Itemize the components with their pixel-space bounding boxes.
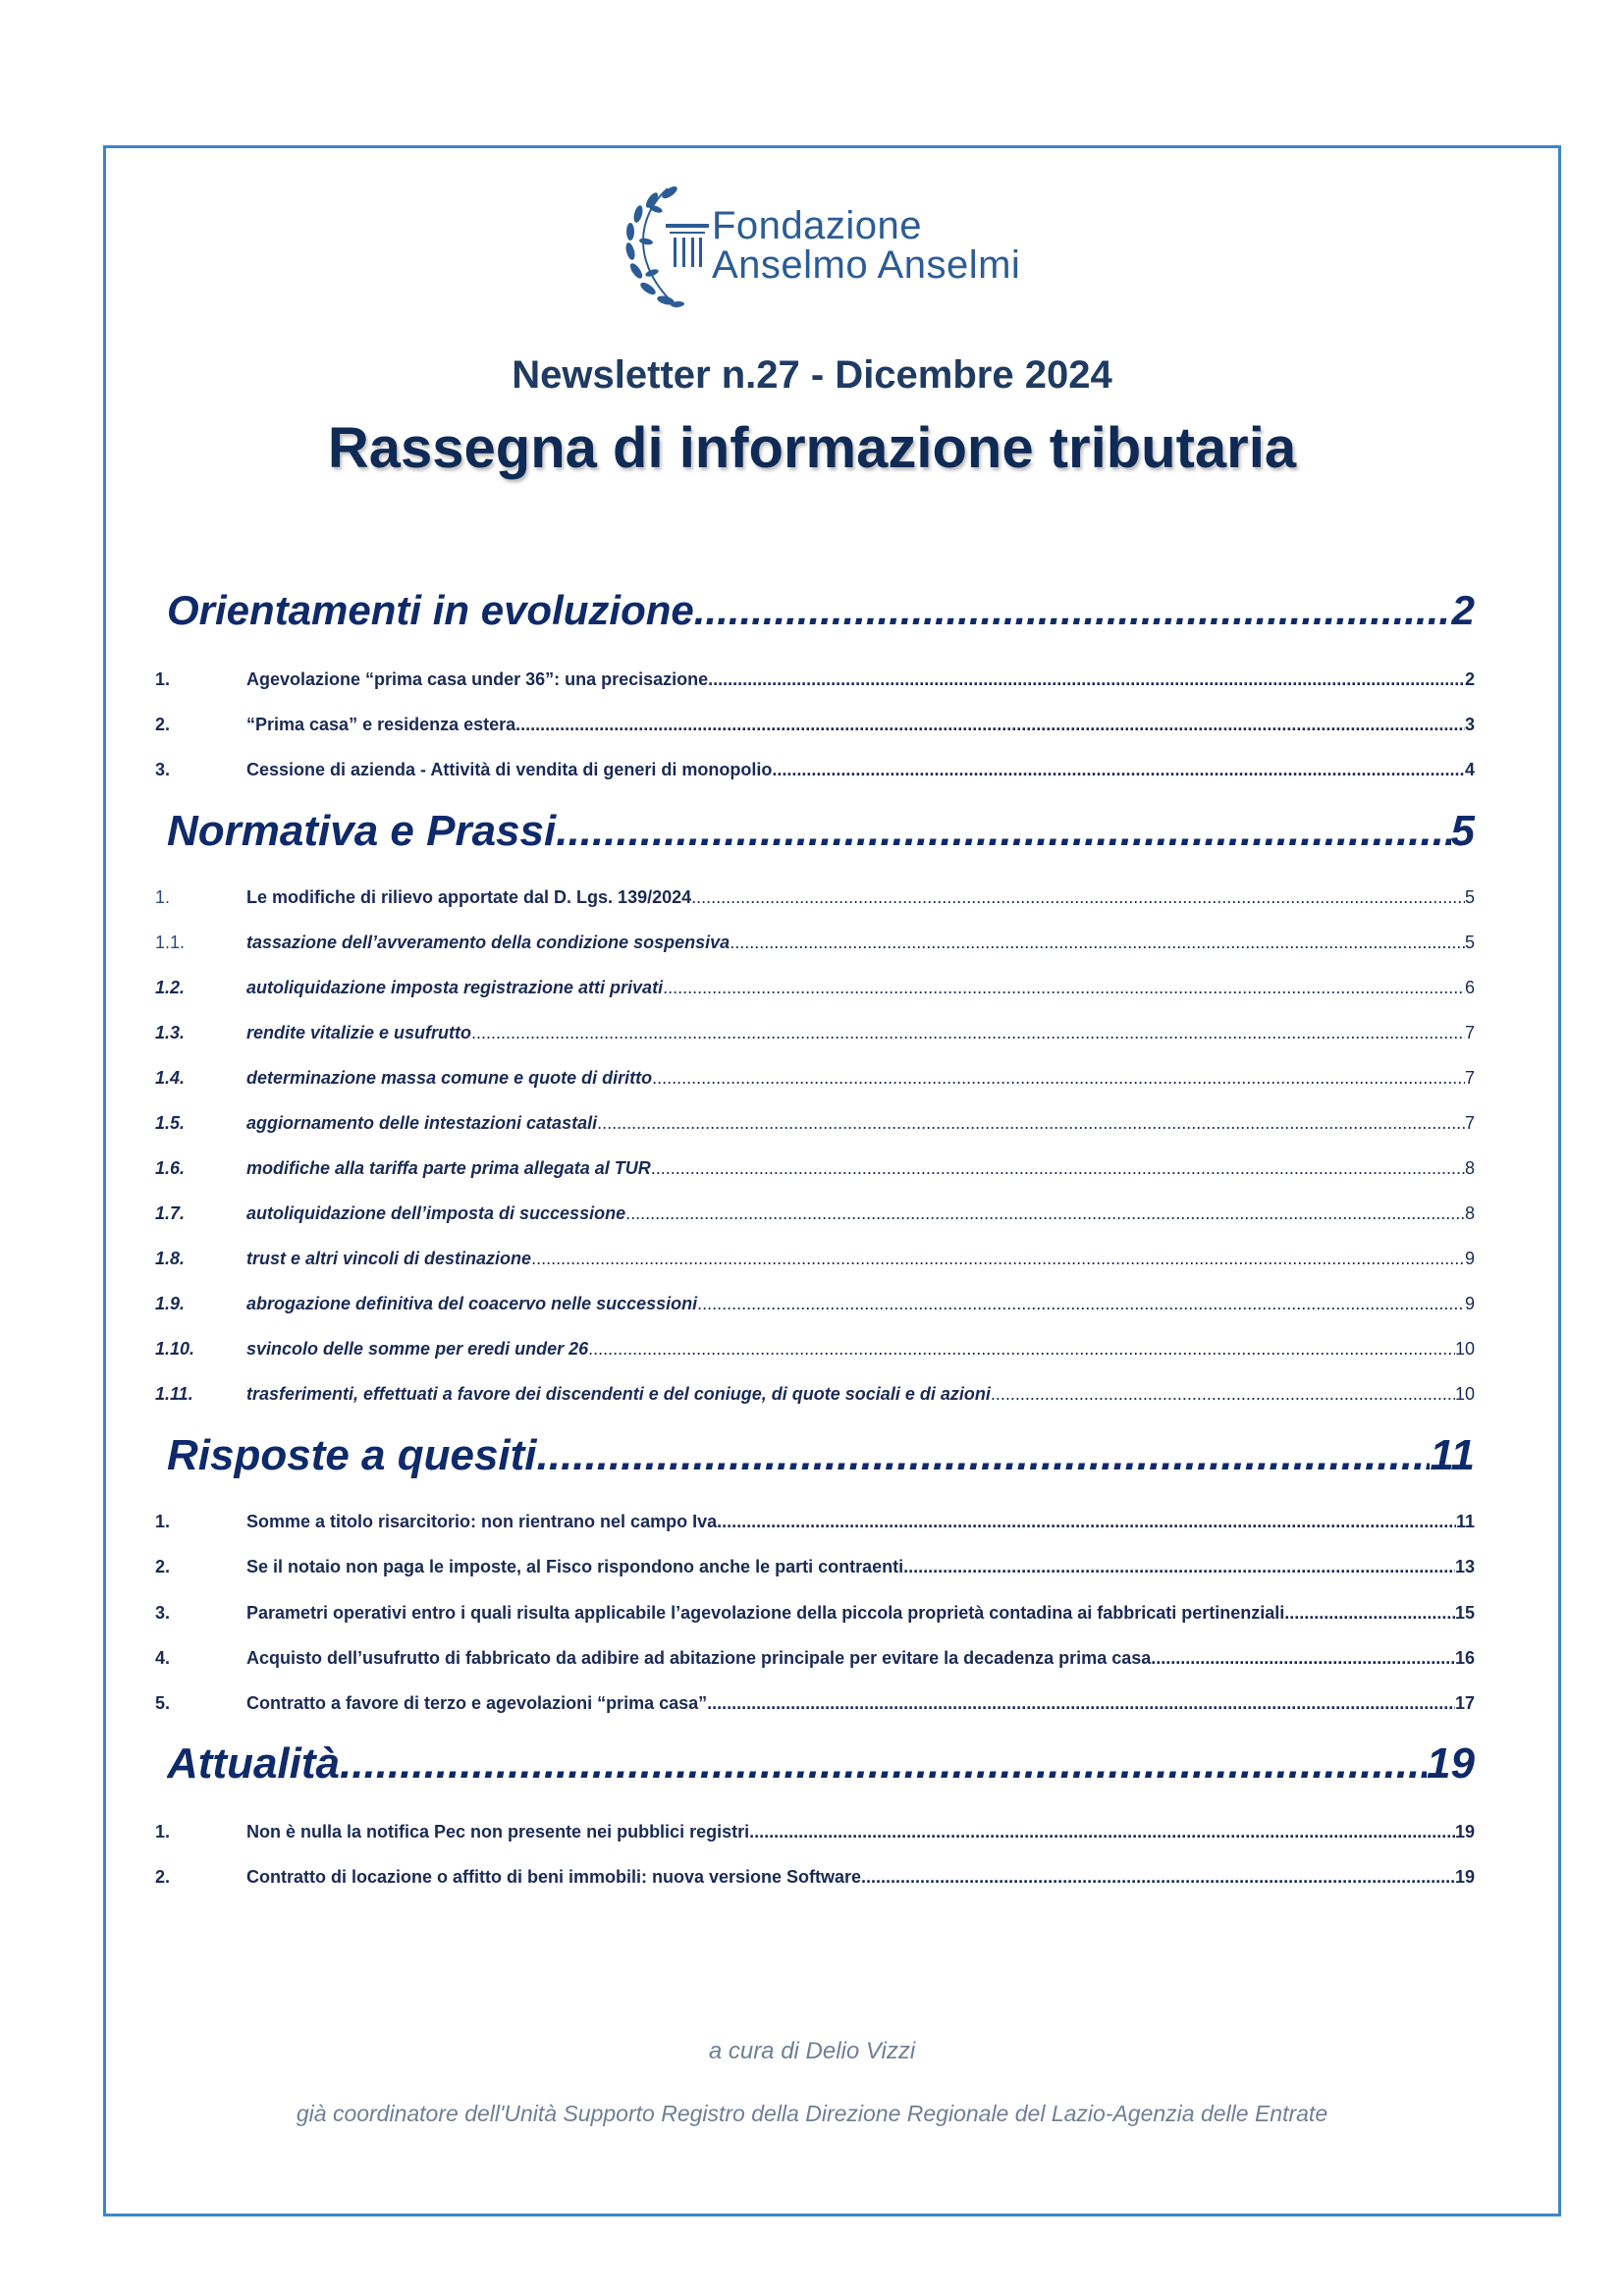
toc-entry-title: trust e altri vincoli di destinazione <box>246 1249 532 1268</box>
toc-entry-number: 1. <box>155 1822 171 1842</box>
toc-entry-number: 1.3. <box>155 1023 186 1042</box>
toc-entry[interactable] <box>155 978 1475 998</box>
toc-leader <box>471 1023 1465 1043</box>
toc-entry-number: 1.8. <box>155 1249 186 1268</box>
foundation-name <box>712 206 1020 285</box>
toc-entry[interactable] <box>155 887 1475 908</box>
toc-leader <box>625 1203 1465 1224</box>
toc-entry[interactable] <box>155 1557 1475 1577</box>
toc-entry-title: Parametri operativi entro i quali risulta applicabile l’agevolazione della piccola proprietà contadina ai fabbricati pertinenziali <box>246 1603 1285 1623</box>
toc-entry-number: 3. <box>155 1603 171 1623</box>
newsletter-issue: Newsletter n.27 - Dicembre 2024 <box>512 353 1112 397</box>
toc-entry-page: 8 <box>1464 1203 1475 1223</box>
toc-entry[interactable] <box>155 1023 1475 1043</box>
toc-entry[interactable] <box>155 1822 1475 1842</box>
toc-entry[interactable] <box>155 1384 1475 1405</box>
toc-entry[interactable] <box>155 1867 1475 1888</box>
toc-entry-page: 16 <box>1454 1648 1475 1668</box>
toc-entry-title: modifiche alla tariffa parte prima allegata al TUR <box>246 1158 651 1178</box>
toc-section-title: Attualità <box>167 1739 340 1788</box>
toc-entry-page: 9 <box>1464 1249 1475 1268</box>
toc-leader <box>903 1557 1455 1577</box>
toc-leader <box>708 669 1465 690</box>
toc-entry-page: 7 <box>1464 1068 1475 1088</box>
toc-entry-number: 1. <box>155 1512 171 1531</box>
toc-entry[interactable] <box>155 1693 1475 1714</box>
toc-entry-title: Acquisto dell’usufrutto di fabbricato da adibire ad abitazione principale per evitare la decadenza prima casa <box>246 1648 1152 1668</box>
toc-entry-page: 8 <box>1464 1158 1475 1178</box>
toc-entry-page: 9 <box>1464 1294 1475 1313</box>
toc-leader <box>537 1431 1431 1480</box>
toc-leader <box>861 1867 1455 1888</box>
toc-leader <box>1151 1648 1455 1669</box>
toc-entry[interactable] <box>155 1068 1475 1089</box>
toc-entry-number: 2. <box>155 715 171 734</box>
toc-entry-number: 1. <box>155 887 171 907</box>
toc-leader <box>663 978 1465 998</box>
toc-entry-title: Se il notaio non paga le imposte, al Fisco rispondono anche le parti contraenti <box>246 1557 904 1576</box>
toc-entry-title: “Prima casa” e residenza estera <box>246 715 516 734</box>
toc-entry[interactable] <box>155 1603 1475 1624</box>
toc-leader <box>556 807 1450 856</box>
toc-leader <box>730 933 1465 953</box>
toc-section-title: Risposte a quesiti <box>167 1431 537 1479</box>
toc-leader <box>694 587 1452 634</box>
toc-entry-title: Contratto di locazione o affitto di beni immobili: nuova versione Software <box>246 1867 862 1887</box>
toc-section-orientamenti[interactable] <box>167 587 1475 634</box>
toc-entry[interactable] <box>155 1512 1475 1532</box>
toc-entry-title: Cessione di azienda - Attività di vendita di generi di monopolio <box>246 760 773 779</box>
toc-entry-title: svincolo delle somme per eredi under 26 <box>246 1339 589 1359</box>
toc-entry-number: 4. <box>155 1648 171 1668</box>
toc-entry-number: 5. <box>155 1693 171 1713</box>
toc-entry[interactable] <box>155 1113 1475 1134</box>
toc-section-attualita[interactable] <box>167 1739 1475 1789</box>
toc-entry-title: Somme a titolo risarcitorio: non rientrano nel campo Iva <box>246 1512 718 1531</box>
toc-entry-number: 1.2. <box>155 978 186 997</box>
toc-entry-page: 15 <box>1454 1603 1475 1623</box>
author-credit: a cura di Delio Vizzi <box>708 2038 916 2064</box>
toc-entry-page: 6 <box>1464 978 1475 997</box>
page-title: Rassegna di informazione tributaria <box>327 416 1297 480</box>
toc-entry[interactable] <box>155 715 1475 735</box>
toc-entry[interactable] <box>155 1158 1475 1179</box>
toc-leader <box>531 1249 1465 1269</box>
toc-leader <box>991 1384 1455 1405</box>
toc-section-page: 2 <box>1451 587 1475 633</box>
toc-entry-title: abrogazione definitiva del coacervo nelle successioni <box>246 1294 698 1313</box>
toc-leader <box>588 1339 1455 1360</box>
toc-entry-number: 1.11. <box>155 1384 193 1404</box>
toc-leader <box>717 1512 1456 1532</box>
toc-entry-page: 4 <box>1464 760 1475 779</box>
toc-entry-page: 13 <box>1454 1557 1475 1576</box>
toc-entry[interactable] <box>155 669 1475 690</box>
toc-section-title: Orientamenti in evoluzione <box>167 587 694 633</box>
toc-entry-title: Agevolazione “prima casa under 36”: una precisazione <box>246 669 709 689</box>
toc-entry-page: 10 <box>1454 1384 1475 1404</box>
toc-entry[interactable] <box>155 933 1475 953</box>
toc-leader <box>651 1158 1465 1179</box>
toc-entry[interactable] <box>155 1203 1475 1224</box>
toc-entry-title: Le modifiche di rilievo apportate dal D. Lgs. 139/2024 <box>246 887 692 907</box>
toc-entry-page: 11 <box>1455 1512 1475 1531</box>
toc-entry-page: 7 <box>1464 1023 1475 1042</box>
toc-entry-page: 5 <box>1464 887 1475 907</box>
toc-leader <box>515 715 1465 735</box>
toc-entry-page: 19 <box>1454 1822 1475 1842</box>
toc-entry[interactable] <box>155 1249 1475 1269</box>
toc-leader <box>340 1739 1427 1789</box>
toc-entry-title: rendite vitalizie e usufrutto <box>246 1023 472 1042</box>
toc-entry-title: tassazione dell’avveramento della condizione sospensiva <box>246 933 731 952</box>
toc-leader <box>707 1693 1455 1714</box>
toc-entry-number: 1. <box>155 669 171 689</box>
toc-entry-number: 3. <box>155 760 171 779</box>
author-role: già coordinatore dell'Unità Supporto Registro della Direzione Regionale del Lazio-Agenzia delle Entrate <box>296 2101 1328 2126</box>
toc-entry-page: 2 <box>1464 669 1475 689</box>
toc-entry-number: 2. <box>155 1867 171 1887</box>
toc-entry-title: Non è nulla la notifica Pec non presente nei pubblici registri <box>246 1822 750 1842</box>
toc-entry[interactable] <box>155 1648 1475 1669</box>
toc-entry-number: 1.9. <box>155 1294 186 1313</box>
toc-leader <box>652 1068 1465 1089</box>
toc-leader <box>1284 1603 1455 1624</box>
toc-leader <box>597 1113 1465 1134</box>
toc-section-title: Normativa e Prassi <box>167 807 557 855</box>
toc-entry-title: autoliquidazione imposta registrazione atti privati <box>246 978 664 997</box>
toc-entry-page: 10 <box>1454 1339 1475 1359</box>
toc-section-page: 19 <box>1427 1739 1475 1788</box>
logo-line-1: Fondazione <box>712 204 923 247</box>
toc-entry-page: 5 <box>1464 933 1475 952</box>
toc-section-page: 11 <box>1430 1431 1475 1479</box>
toc-leader <box>697 1294 1465 1314</box>
toc-entry-page: 19 <box>1454 1867 1475 1887</box>
toc-leader <box>749 1822 1455 1842</box>
toc-entry-number: 1.7. <box>155 1203 186 1223</box>
toc-entry-number: 1.4. <box>155 1068 186 1088</box>
toc-leader <box>691 887 1465 908</box>
toc-entry-title: Contratto a favore di terzo e agevolazioni “prima casa” <box>246 1693 708 1713</box>
toc-section-page: 5 <box>1450 807 1475 855</box>
toc-entry-page: 3 <box>1464 715 1475 734</box>
toc-entry-title: aggiornamento delle intestazioni catastali <box>246 1113 598 1133</box>
toc-entry[interactable] <box>155 1294 1475 1314</box>
toc-entry-page: 17 <box>1454 1693 1475 1713</box>
toc-entry-title: trasferimenti, effettuati a favore dei discendenti e del coniuge, di quote sociali e di azioni <box>246 1384 991 1404</box>
toc-entry-number: 1.10. <box>155 1339 195 1359</box>
toc-leader <box>772 760 1465 780</box>
toc-entry-number: 1.1. <box>155 933 186 952</box>
logo-line-2: Anselmo Anselmi <box>712 243 1021 287</box>
toc-entry-number: 1.6. <box>155 1158 186 1178</box>
toc-section-risposte[interactable] <box>167 1431 1475 1480</box>
toc-entry[interactable] <box>155 760 1475 780</box>
toc-entry-number: 1.5. <box>155 1113 186 1133</box>
toc-entry-title: determinazione massa comune e quote di diritto <box>246 1068 653 1088</box>
toc-entry-title: autoliquidazione dell’imposta di successione <box>246 1203 626 1223</box>
toc-section-normativa[interactable] <box>167 807 1475 856</box>
toc-entry-page: 7 <box>1464 1113 1475 1133</box>
toc-entry[interactable] <box>155 1339 1475 1360</box>
toc-entry-number: 2. <box>155 1557 171 1576</box>
